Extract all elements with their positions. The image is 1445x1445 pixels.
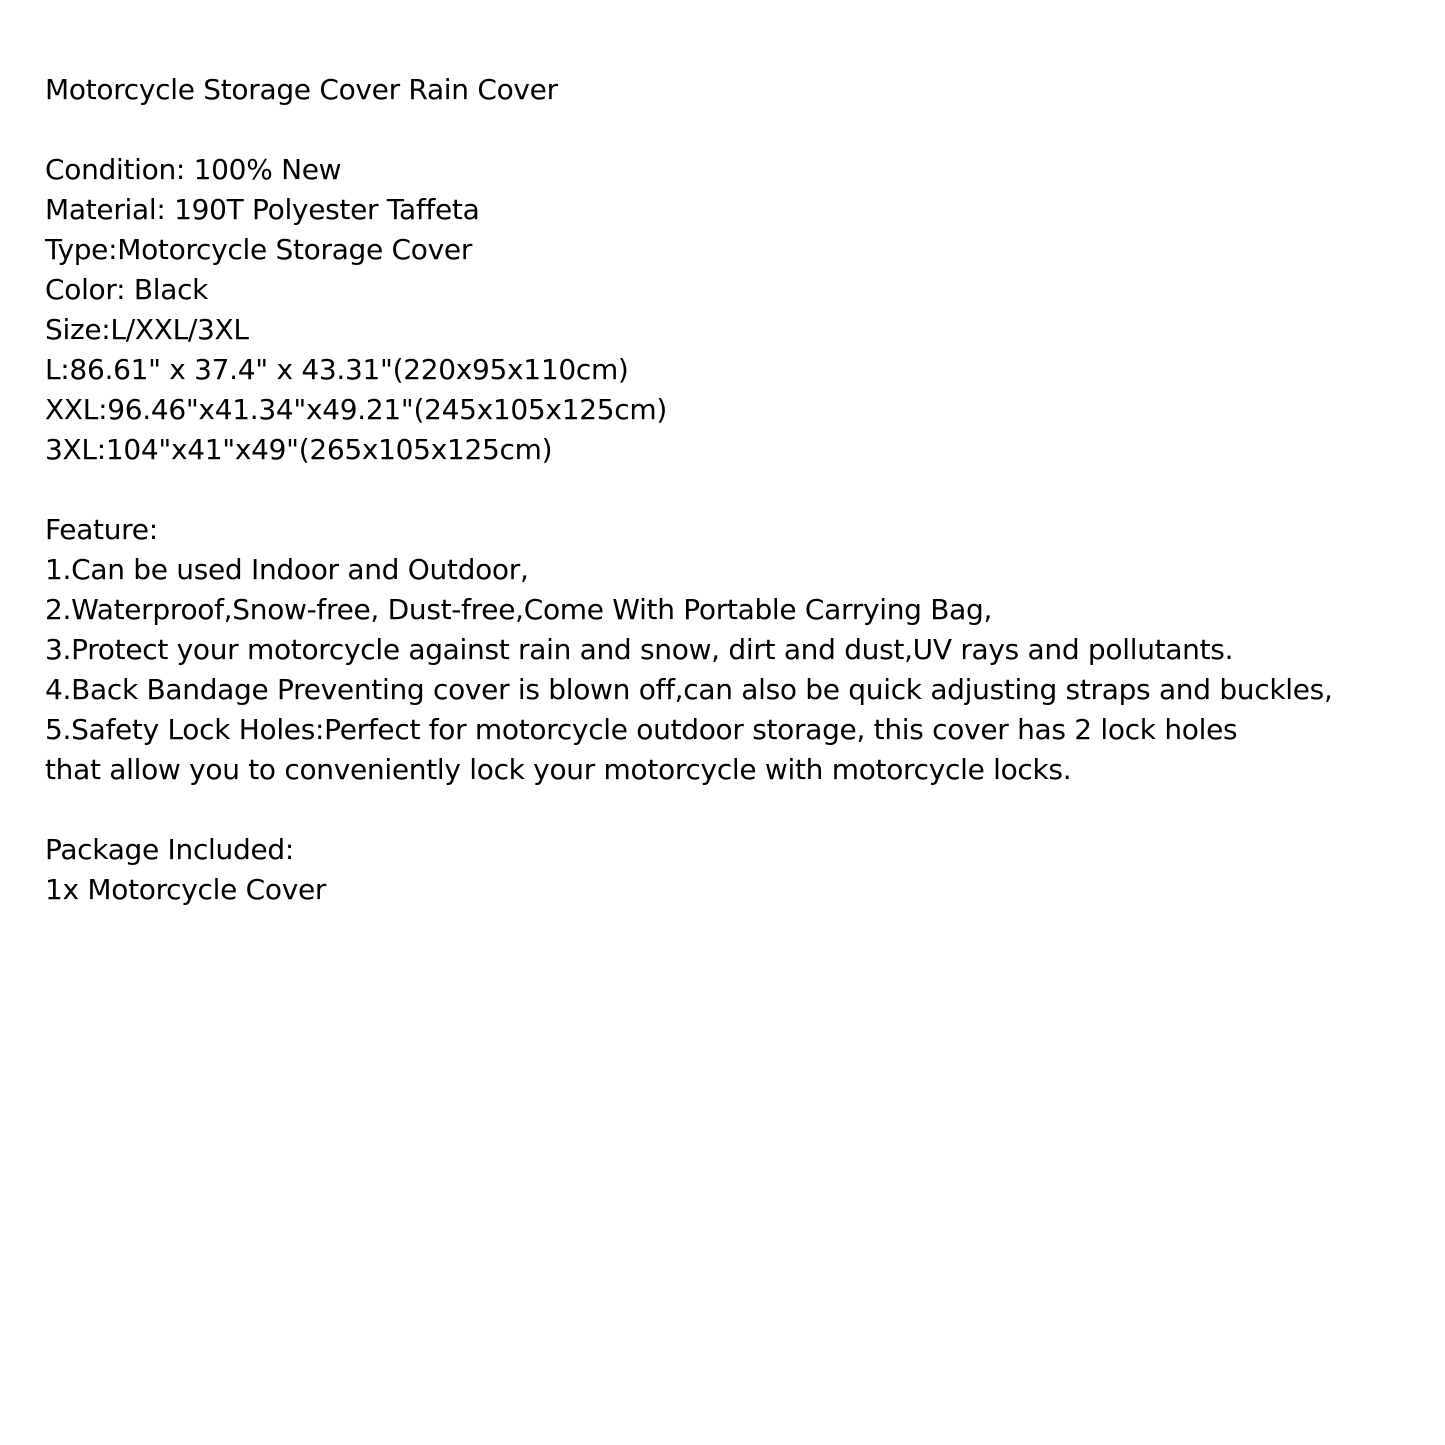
package-item: 1x Motorcycle Cover bbox=[45, 873, 327, 906]
feature-section bbox=[45, 510, 1425, 790]
spacer bbox=[45, 790, 1425, 830]
spec-condition: Condition: 100% New bbox=[45, 153, 342, 186]
feature-item: 4.Back Bandage Preventing cover is blown off,can also be quick adjusting straps and buckles, bbox=[45, 673, 1333, 706]
feature-item: 5.Safety Lock Holes:Perfect for motorcycle outdoor storage, this cover has 2 lock holes bbox=[45, 713, 1238, 746]
feature-item: 1.Can be used Indoor and Outdoor, bbox=[45, 553, 529, 586]
spacer bbox=[45, 470, 1425, 510]
spec-size: Size:L/XXL/3XL bbox=[45, 313, 249, 346]
feature-item: 3.Protect your motorcycle against rain and snow, dirt and dust,UV rays and pollutants. bbox=[45, 633, 1234, 666]
spec-material: Material: 190T Polyester Taffeta bbox=[45, 193, 480, 226]
feature-item-continuation: that allow you to conveniently lock your motorcycle with motorcycle locks. bbox=[45, 753, 1072, 786]
feature-heading: Feature: bbox=[45, 513, 158, 546]
spec-size-xxl: XXL:96.46"x41.34"x49.21"(245x105x125cm) bbox=[45, 393, 667, 426]
spec-color: Color: Black bbox=[45, 273, 209, 306]
product-description bbox=[45, 70, 1425, 910]
spec-size-l: L:86.61" x 37.4" x 43.31"(220x95x110cm) bbox=[45, 353, 629, 386]
specs-section bbox=[45, 150, 1425, 470]
spec-size-3xl: 3XL:104"x41"x49"(265x105x125cm) bbox=[45, 433, 553, 466]
document-title: Motorcycle Storage Cover Rain Cover bbox=[45, 73, 558, 106]
spacer bbox=[45, 110, 1425, 150]
package-heading: Package Included: bbox=[45, 833, 294, 866]
spec-type: Type:Motorcycle Storage Cover bbox=[45, 233, 473, 266]
package-section bbox=[45, 830, 1425, 910]
feature-item: 2.Waterproof,Snow-free, Dust-free,Come With Portable Carrying Bag, bbox=[45, 593, 993, 626]
